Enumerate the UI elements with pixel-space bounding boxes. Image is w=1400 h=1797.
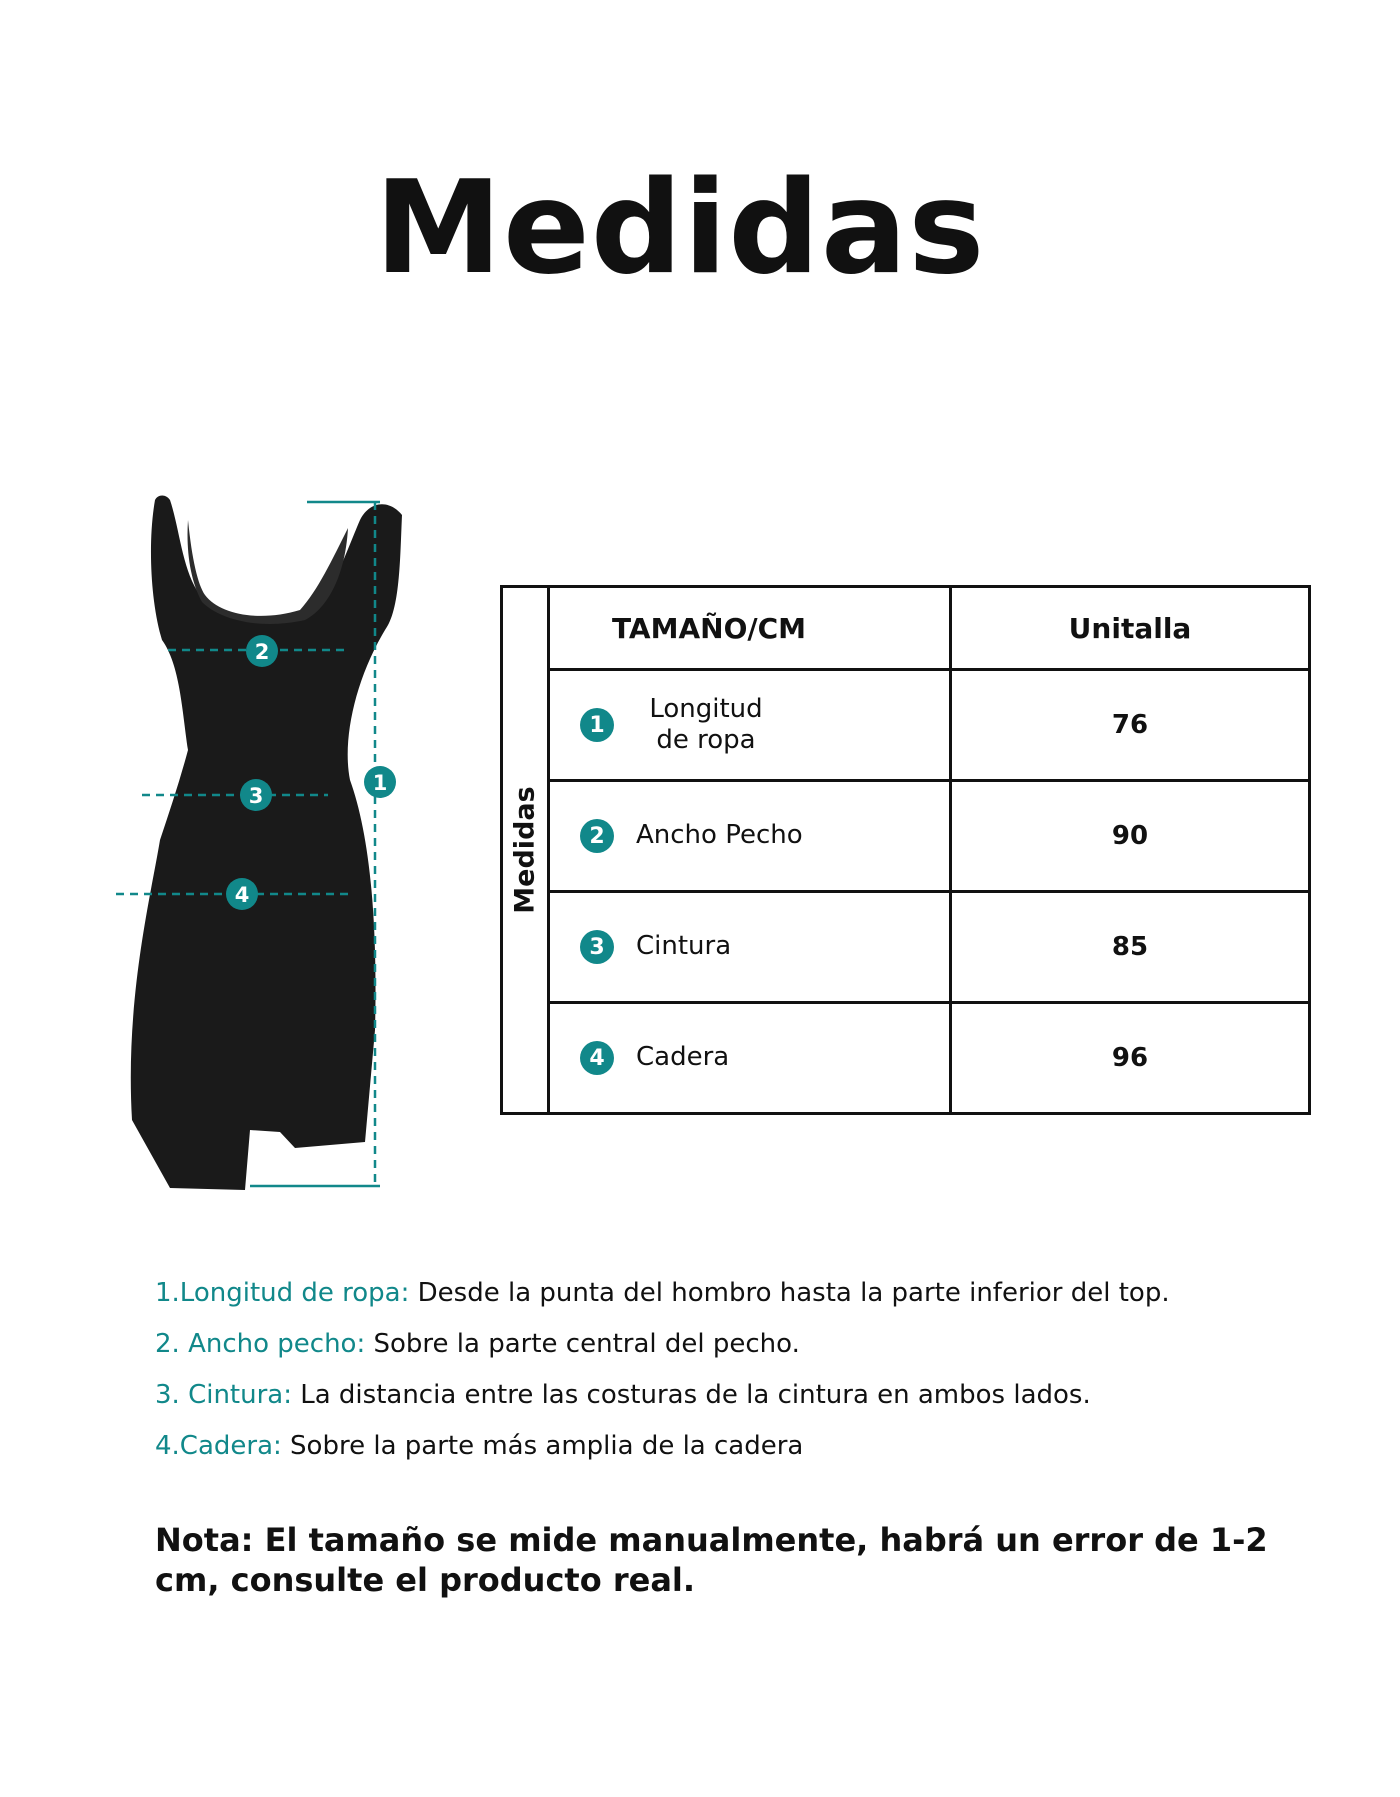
table-row [502,1003,1310,1114]
note-line [155,1380,1305,1410]
table-row [502,892,1310,1003]
row-value: 85 [951,892,1310,1003]
note-text: Sobre la parte central del pecho. [365,1329,800,1359]
note-text: Sobre la parte más amplia de la cadera [281,1431,804,1461]
marker-2-icon [246,635,278,667]
note-line [155,1278,1305,1308]
measurement-notes [155,1278,1305,1482]
row-label: Ancho Pecho [636,820,803,851]
page-title: Medidas [374,154,986,303]
note-text: La distancia entre las costuras de la cintura en ambos lados. [291,1380,1091,1410]
svg-text:3: 3 [248,784,264,808]
marker-1-icon [364,766,396,798]
header-size: TAMAÑO/CM [549,587,951,670]
bodysuit-image [110,480,470,1200]
note-line [155,1431,1305,1461]
svg-text:2: 2 [254,640,270,664]
note-term: 1.Longitud de ropa: [155,1278,410,1308]
table-row [502,670,1310,781]
note-term: 4.Cadera: [155,1431,282,1461]
size-table [500,585,1311,1115]
table-side-label: Medidas [509,786,541,914]
note-term: 3. Cintura: [155,1380,292,1410]
svg-text:1: 1 [372,771,388,795]
row-value: 90 [951,781,1310,892]
svg-text:4: 4 [234,883,250,907]
marker-4-icon [226,878,258,910]
number-1-icon: 1 [580,708,614,742]
row-value: 76 [951,670,1310,781]
row-label: Cadera [636,1042,730,1073]
bodysuit-silhouette [131,496,402,1191]
number-4-icon: 4 [580,1041,614,1075]
disclaimer-note: Nota: El tamaño se mide manualmente, habrá un error de 1-2 cm, consulte el producto real. [155,1521,1268,1599]
row-value: 96 [951,1003,1310,1114]
header-value: Unitalla [951,587,1310,670]
row-label: Cintura [636,931,732,962]
note-term: 2. Ancho pecho: [155,1329,366,1359]
number-3-icon: 3 [580,930,614,964]
table-row [502,781,1310,892]
note-text: Desde la punta del hombro hasta la parte inferior del top. [409,1278,1170,1308]
note-line [155,1329,1305,1359]
table-side-cell [502,587,549,1114]
garment-figure [110,480,470,1200]
row-label: Longitud de ropa [649,693,763,755]
number-2-icon: 2 [580,819,614,853]
table-header-row [502,587,1310,670]
marker-3-icon [240,779,272,811]
